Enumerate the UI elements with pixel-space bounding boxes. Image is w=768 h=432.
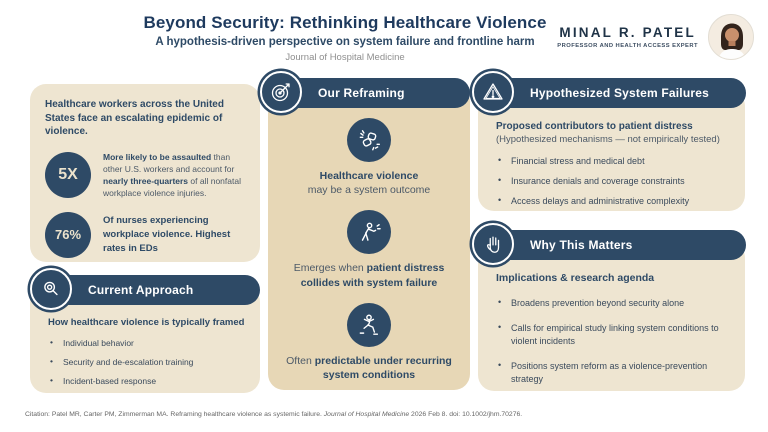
reframing-text-1 xyxy=(268,169,470,197)
icon-bubble xyxy=(347,303,391,347)
list-item: • Broadens prevention beyond security alone xyxy=(496,297,727,311)
epidemic-heading: Healthcare workers across the United States face an escalating epidemic of violence. xyxy=(45,99,224,137)
stat-text-regular: of all nonfatal workplace violence injuries. xyxy=(103,176,241,199)
list-item: • Positions system reform as a violence-prevention strategy xyxy=(496,360,727,387)
reframing-text-2 xyxy=(268,261,470,289)
reframing-item-2 xyxy=(268,210,470,289)
icon-bubble xyxy=(347,210,391,254)
current-approach-pill xyxy=(52,275,260,305)
reframing-badge xyxy=(260,71,302,113)
epidemic-panel xyxy=(30,84,260,262)
current-approach-list xyxy=(48,338,246,386)
reframing-regular: Emerges when xyxy=(293,262,367,275)
list-item: • Financial stress and medical debt xyxy=(496,156,731,166)
why-matters-title: Why This Matters xyxy=(530,238,633,252)
system-failures-header xyxy=(472,71,746,117)
why-matters-list xyxy=(496,297,727,387)
stat-text-5x xyxy=(103,151,245,200)
why-matters-subheading: Implications & research agenda xyxy=(496,272,655,284)
stat-row-76 xyxy=(45,212,245,258)
list-item: • Calls for empirical study linking system conditions to violent incidents xyxy=(496,322,727,349)
list-item: • Insurance denials and coverage constraints xyxy=(496,176,731,186)
stat-text-bold: More likely to be assaulted xyxy=(103,151,212,162)
stat-badge-5x: 5X xyxy=(45,152,91,198)
stat-text-regular: than other U.S. workers and account for xyxy=(103,151,235,174)
system-failures-list xyxy=(496,156,731,206)
system-failures-badge xyxy=(472,71,514,113)
reframing-bold: Healthcare violence xyxy=(319,170,419,182)
woman-portrait-icon xyxy=(709,15,754,60)
list-item: • Incident-based response xyxy=(48,376,246,386)
citation xyxy=(25,411,745,418)
why-matters-badge xyxy=(472,223,514,265)
author-name: MINAL R. PATEL xyxy=(559,25,696,40)
reframing-item-3 xyxy=(268,303,470,382)
journal-name: Journal of Hospital Medicine xyxy=(285,52,405,63)
citation-doi: 2026 Feb 8. doi: 10.1002/jhm.70276. xyxy=(409,411,523,418)
citation-journal: Journal of Hospital Medicine xyxy=(323,411,410,418)
system-failures-note: (Hypothesized mechanisms — not empirically tested) xyxy=(496,134,720,145)
list-item: • Individual behavior xyxy=(48,338,246,348)
reframing-bold: patient distress collides with system failure xyxy=(300,262,445,289)
system-failures-title: Hypothesized System Failures xyxy=(530,86,709,100)
why-matters-header xyxy=(472,223,746,269)
reframing-regular: may be a system outcome xyxy=(307,184,431,197)
reframing-pill xyxy=(282,78,470,108)
reframing-item-1 xyxy=(268,118,470,197)
warning-triangle-icon xyxy=(481,80,505,104)
slipping-person-icon xyxy=(356,312,382,338)
page-title: Beyond Security: Rethinking Healthcare Violence xyxy=(143,13,547,32)
reframing-text-3 xyxy=(268,354,470,382)
system-failures-pill xyxy=(494,78,746,108)
stat-text-76: Of nurses experiencing workplace violence. Highest rates in EDs xyxy=(103,215,231,254)
list-item: • Security and de-escalation training xyxy=(48,357,246,367)
reframing-title: Our Reframing xyxy=(318,86,405,100)
current-approach-subheading: How healthcare violence is typically framed xyxy=(48,317,245,328)
reframing-regular: Often xyxy=(286,354,315,367)
stat-row-5x xyxy=(45,151,245,200)
current-approach-header xyxy=(30,268,260,314)
author-text xyxy=(557,25,698,49)
why-matters-pill xyxy=(494,230,746,260)
icon-bubble xyxy=(347,118,391,162)
raised-hand-icon xyxy=(482,233,504,255)
author-profile xyxy=(557,14,754,60)
current-approach-badge xyxy=(30,268,72,310)
current-approach-title: Current Approach xyxy=(88,283,194,297)
conflict-fists-icon xyxy=(356,127,382,153)
stat-badge-76: 76% xyxy=(45,212,91,258)
pushing-person-icon xyxy=(356,219,382,245)
author-avatar xyxy=(708,14,754,60)
list-item: • Access delays and administrative complexity xyxy=(496,196,731,206)
stat-text-bold: nearly three-quarters xyxy=(103,176,189,187)
system-failures-subheading: Proposed contributors to patient distress xyxy=(496,121,693,132)
page-subtitle: A hypothesis-driven perspective on system failure and frontline harm xyxy=(155,36,535,48)
header xyxy=(95,13,595,63)
reframing-bold: predictable under recurring system conditions xyxy=(314,354,452,381)
reframing-header xyxy=(260,71,470,117)
citation-text: Citation: Patel MR, Carter PM, Zimmerman MA. Reframing healthcare violence as systemic failure. xyxy=(25,411,324,418)
target-icon xyxy=(269,80,293,104)
magnifier-icon xyxy=(40,278,62,300)
reframing-panel xyxy=(268,86,470,390)
author-role: PROFESSOR AND HEALTH ACCESS EXPERT xyxy=(557,43,698,49)
